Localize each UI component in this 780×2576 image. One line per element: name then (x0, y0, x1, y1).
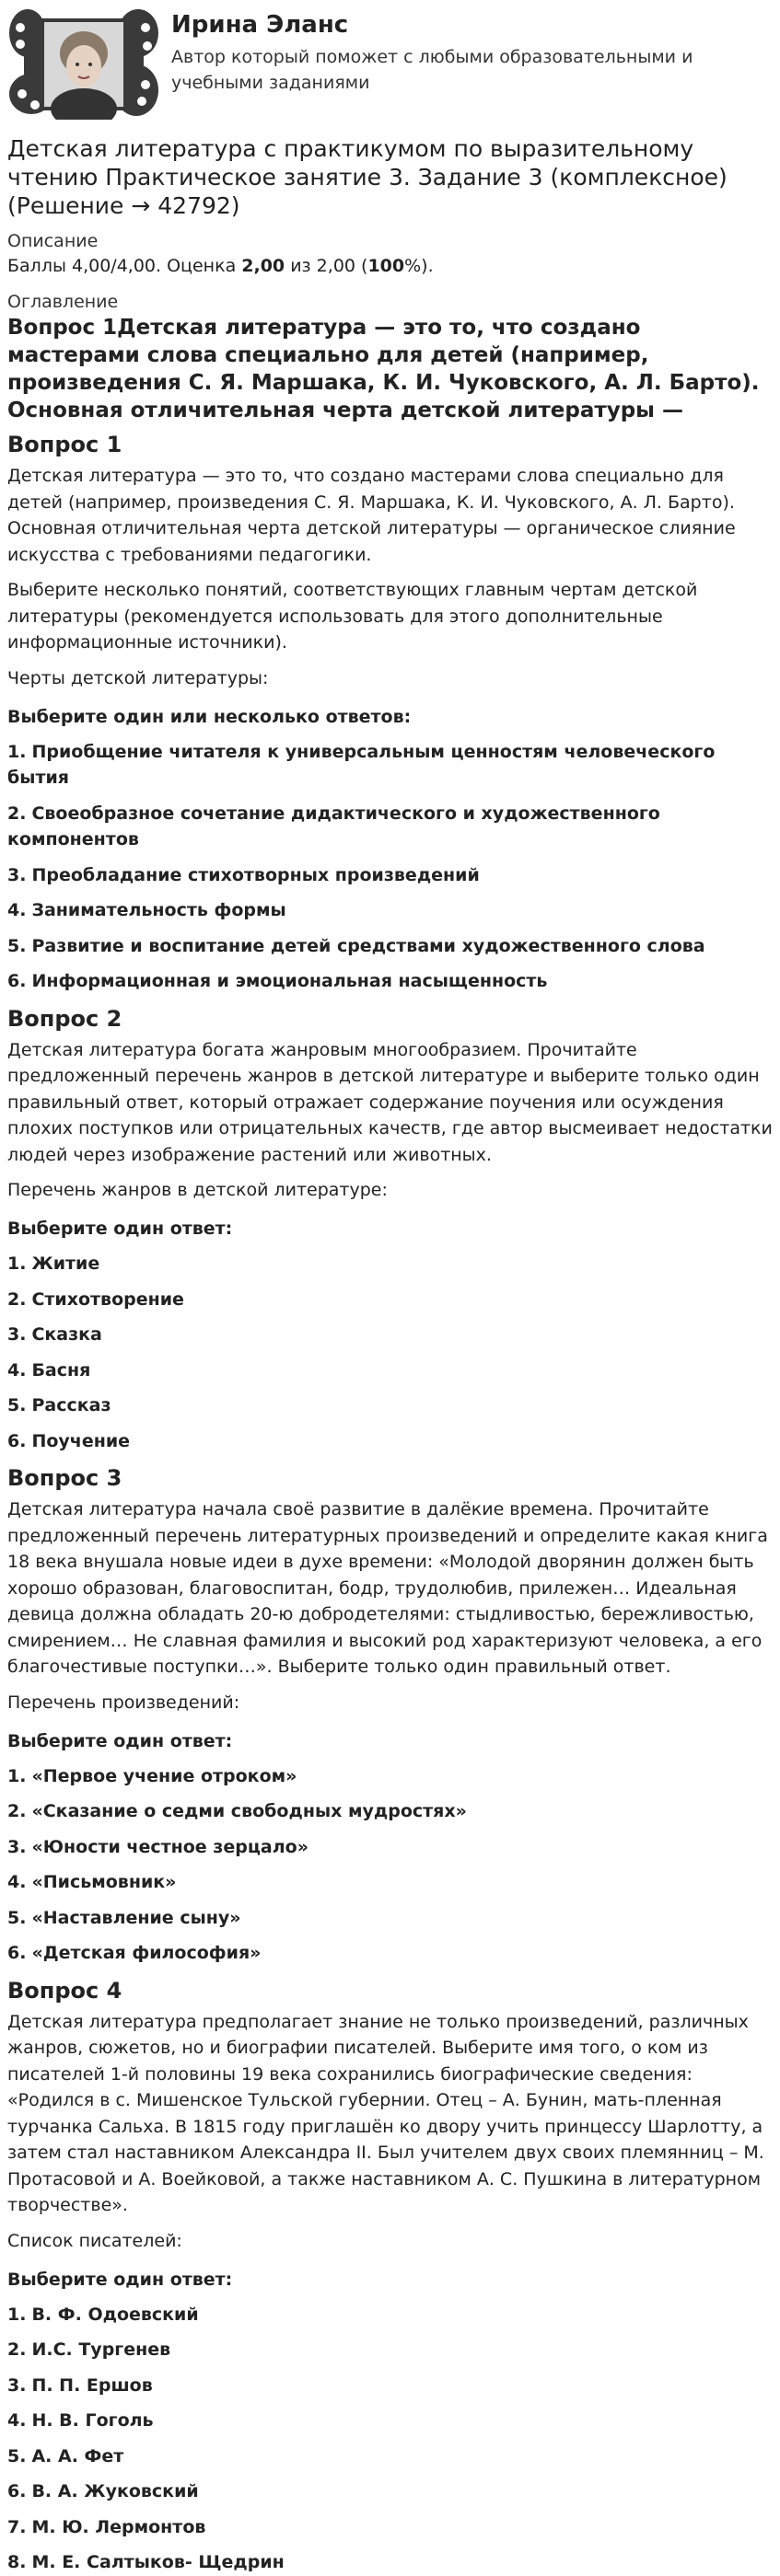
option-number: 4. (7, 900, 27, 920)
option-text: В. А. Жуковский (31, 2481, 199, 2501)
answer-instruction: Выберите один ответ: (7, 2269, 233, 2290)
option-text: «Сказание о седми свободных мудростях» (31, 1801, 467, 1821)
option-number: 1. (7, 2304, 27, 2325)
answer-option[interactable] (7, 933, 773, 960)
answer-option[interactable] (7, 2478, 773, 2505)
answer-option[interactable] (7, 1357, 773, 1384)
question-1 (7, 430, 773, 995)
score-suffix: %). (404, 256, 434, 276)
option-number: 3. (7, 2374, 27, 2396)
option-text: «Письмовник» (31, 1872, 177, 1892)
option-text: Занимательность формы (31, 900, 286, 920)
question-text: Детская литература предполагает знание не только произведений, различных жанров, сюжетов, но и биографии писателей. Выберите имя того, о ком из писателей 1-й половины 19 века сохранились биографические сведения: «Родился в с. Мишенское Тульской губернии. Отец – А. Бунин, мать-пленная турчанка Сальха. В 1815 году приглашён ко двору учить принцессу Шарлотту, а затем стал наставником Александра II. Был учителем двух своих племянниц – М. Протасовой и А. Воейковой, а также наставником А. С. Пушкина в литературном творчестве». (7, 2011, 764, 2215)
question-list-label: Перечень жанров в детской литературе: (7, 1180, 388, 1200)
option-number: 7. (7, 2516, 27, 2537)
option-text: «Юности честное зерцало» (31, 1836, 309, 1857)
question-heading: Вопрос 2 (7, 1005, 122, 1032)
answer-option[interactable] (7, 1905, 773, 1932)
author-name[interactable]: Ирина Эланс (171, 11, 349, 39)
answer-option[interactable] (7, 801, 773, 853)
option-number: 1. (7, 1253, 27, 1274)
option-number: 8. (7, 2552, 27, 2572)
film-strip-avatar-icon (7, 6, 160, 120)
option-number: 1. (7, 741, 27, 762)
option-text: «Детская философия» (31, 1943, 262, 1963)
question-list-label: Список писателей: (7, 2230, 182, 2251)
question-text: Выберите несколько понятий, соответствующих главным чертам детской литературы (рекомендуется использовать для этого дополнительные информационные источники). (7, 580, 698, 653)
option-number: 2. (7, 1288, 27, 1310)
option-number: 3. (7, 1836, 27, 1857)
question-heading: Вопрос 4 (7, 1977, 122, 2004)
option-number: 5. (7, 935, 27, 956)
option-text: Сказка (31, 1324, 102, 1345)
option-text: Развитие и воспитание детей средствами художественного слова (31, 935, 705, 956)
option-number: 5. (7, 1395, 27, 1415)
option-text: А. А. Фет (31, 2445, 124, 2466)
answer-option[interactable] (7, 2302, 773, 2328)
answer-option[interactable] (7, 1428, 773, 1455)
answer-option[interactable] (7, 2337, 773, 2363)
option-text: Н. В. Гоголь (31, 2410, 154, 2431)
answer-option[interactable] (7, 1287, 773, 1313)
option-number: 3. (7, 1324, 27, 1345)
score-value: 2,00 (241, 256, 285, 276)
option-number: 1. (7, 1765, 27, 1786)
option-number: 2. (7, 803, 27, 824)
option-text: Преобладание стихотворных произведений (31, 864, 480, 885)
option-text: Басня (31, 1359, 91, 1380)
option-text: Житие (31, 1253, 100, 1274)
answer-option[interactable] (7, 2408, 773, 2434)
option-text: Поучение (31, 1430, 131, 1451)
option-text: Своеобразное сочетание дидактического и художественного компонентов (7, 803, 660, 849)
answer-option[interactable] (7, 1869, 773, 1896)
option-text: Приобщение читателя к универсальным ценностям человеческого бытия (7, 741, 716, 788)
answer-option[interactable] (7, 1940, 773, 1967)
option-number: 2. (7, 1801, 27, 1821)
option-number: 6. (7, 2481, 27, 2501)
question-heading: Вопрос 1 (7, 432, 122, 457)
answer-option[interactable] (7, 739, 773, 791)
author-card (7, 0, 773, 121)
option-text: Стихотворение (31, 1288, 184, 1310)
option-number: 5. (7, 2445, 27, 2466)
option-text: М. Е. Салтыков- Щедрин (31, 2552, 285, 2572)
option-number: 3. (7, 864, 27, 885)
toc-title[interactable]: Вопрос 1Детская литература — это то, что создано мастерами слова специально для детей (например, произведения С. Я. Маршака, К. И. Чуковского, А. Л. Барто). Основная отличительная черта детской литературы — (7, 316, 760, 422)
question-3 (7, 1463, 773, 1967)
option-number: 4. (7, 1359, 27, 1380)
author-avatar (7, 6, 160, 120)
answer-option[interactable] (7, 2514, 773, 2541)
question-text: Детская литература богата жанровым многообразием. Прочитайте предложенный перечень жанров в детской литературе и выберите только один правильный ответ, который отражает содержание поучения или осуждения плохих поступков или отрицательных качеств, где автор высмеивает недостатки людей через изображение растений или животных. (7, 1039, 773, 1165)
score-percent: 100 (367, 256, 405, 276)
question-text: Детская литература начала своё развитие в далёкие времена. Прочитайте предложенный перечень литературных произведений и определите какая книга 18 века внушала новые идеи в духе времени: «Молодой дворянин должен быть хорошо образован, благовоспитан, бодр, трудолюбив, прилежен… Идеальная девица должна обладать 20-ю добродетелями: стыдливостью, бережливостью, смирением… Не славная фамилия и высокий род характеризуют человека, а его благочестивые поступки…». Выберите только один правильный ответ. (7, 1499, 768, 1677)
question-2 (7, 1004, 773, 1455)
question-4 (7, 1976, 773, 2576)
answer-option[interactable] (7, 1251, 773, 1277)
document-title: Детская литература с практикумом по выразительному чтению Практическое занятие 3. Задание 3 (комплексное) (Решение → 42792) (7, 135, 728, 219)
question-list-label: Перечень произведений: (7, 1692, 240, 1713)
answer-instruction: Выберите один ответ: (7, 1730, 233, 1751)
answer-option[interactable] (7, 1834, 773, 1861)
question-list-label: Черты детской литературы: (7, 667, 269, 688)
score-mid: из 2,00 ( (285, 256, 368, 276)
option-number: 6. (7, 971, 27, 991)
answer-option[interactable] (7, 2373, 773, 2399)
option-number: 5. (7, 1907, 27, 1928)
option-number: 6. (7, 1430, 27, 1451)
answer-option[interactable] (7, 2443, 773, 2470)
description-label: Описание (7, 231, 99, 251)
score-line (7, 253, 773, 279)
answer-option[interactable] (7, 862, 773, 889)
option-text: И.С. Тургенев (31, 2339, 171, 2360)
author-info (171, 6, 715, 96)
answer-option[interactable] (7, 2549, 773, 2576)
option-number: 2. (7, 2339, 27, 2360)
answer-option[interactable] (7, 968, 773, 995)
answer-option[interactable] (7, 1763, 773, 1790)
answer-option[interactable] (7, 1392, 773, 1419)
option-number: 4. (7, 2410, 27, 2431)
answer-option[interactable] (7, 1798, 773, 1825)
answer-option[interactable] (7, 897, 773, 924)
option-text: М. Ю. Лермонтов (31, 2516, 206, 2537)
option-text: В. Ф. Одоевский (31, 2304, 199, 2325)
option-text: П. П. Ершов (31, 2374, 153, 2396)
option-number: 6. (7, 1943, 27, 1963)
score-prefix: Баллы 4,00/4,00. Оценка (7, 256, 242, 276)
answer-instruction: Выберите один или несколько ответов: (7, 706, 412, 727)
option-text: Рассказ (31, 1395, 111, 1415)
toc-label: Оглавление (7, 292, 119, 312)
answer-instruction: Выберите один ответ: (7, 1219, 233, 1239)
question-text: Детская литература — это то, что создано мастерами слова специально для детей (например, произведения С. Я. Маршака, К. И. Чуковского, А. Л. Барто). Основная отличительная черта детской литературы — органическое слияние искусства с требованиями педагогики. (7, 466, 736, 565)
option-number: 4. (7, 1872, 27, 1892)
answer-option[interactable] (7, 1322, 773, 1348)
option-text: «Первое учение отроком» (31, 1765, 297, 1786)
option-text: «Наставление сыну» (31, 1907, 241, 1928)
question-heading: Вопрос 3 (7, 1465, 122, 1491)
option-text: Информационная и эмоциональная насыщенность (31, 971, 548, 991)
author-description: Автор который поможет с любыми образовательными и учебными заданиями (171, 47, 693, 93)
